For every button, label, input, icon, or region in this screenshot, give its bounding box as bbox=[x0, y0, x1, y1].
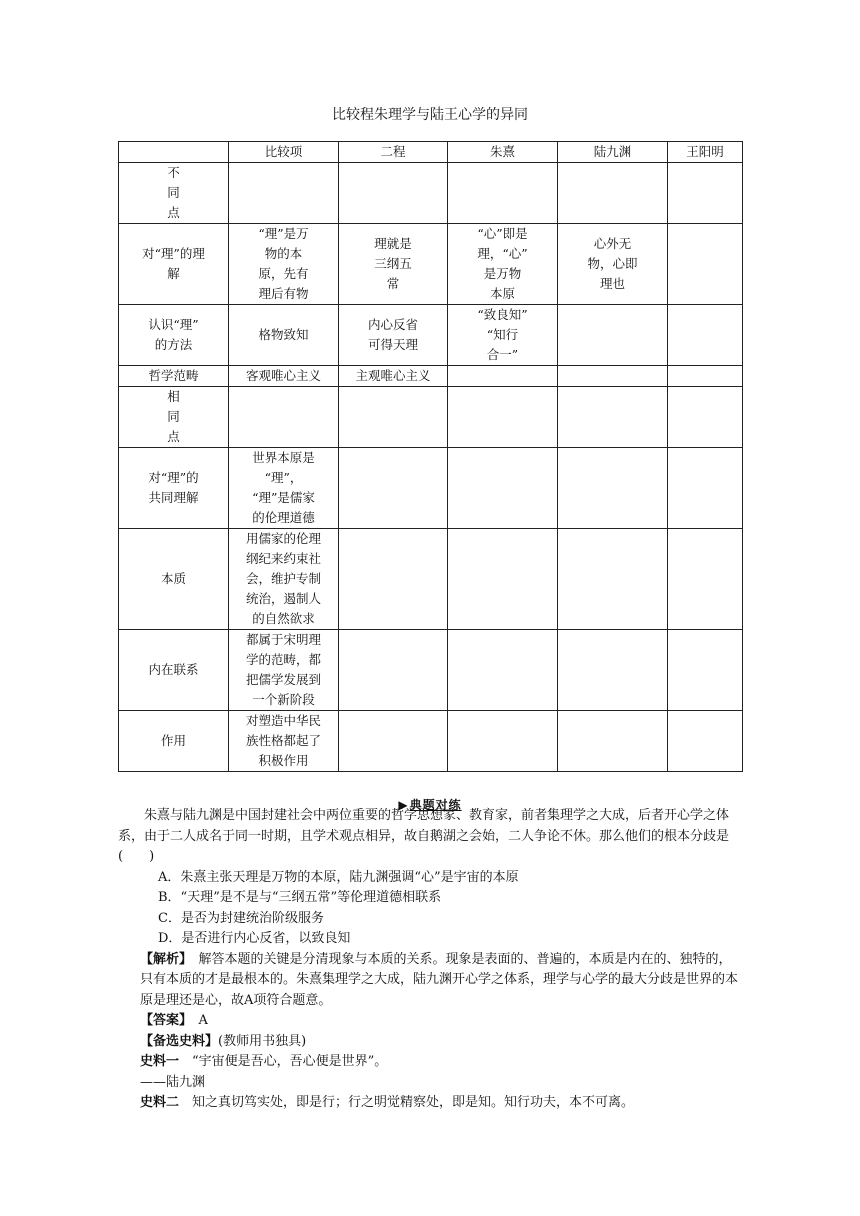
extra-label: 【备选史料】 bbox=[140, 1033, 219, 1049]
table-cell bbox=[558, 387, 668, 448]
page-title: 比较程朱理学与陆王心学的异同 bbox=[332, 107, 528, 123]
analysis-text: 解答本题的关键是分清现象与本质的关系。现象是表面的、普遍的，本质是内在的、独特的，只有本质的才是最根本的。朱熹集理学之大成，陆九渊开心学之体系，理学与心学的最大分歧是世界的本原是理还是心，故A项符合题意。 bbox=[140, 951, 739, 1008]
option-d: D．是否进行内心反省，以致良知 bbox=[158, 931, 351, 946]
source-one-text: “宇宙便是吾心，吾心便是世界”。 bbox=[179, 1054, 388, 1069]
table-header-cell: 比较项 bbox=[229, 142, 339, 163]
table-cell bbox=[558, 711, 668, 772]
option-c: C．是否为封建统治阶级服务 bbox=[158, 910, 324, 926]
table-header-cell: 陆九渊 bbox=[558, 142, 668, 163]
table-cell: 对“理”的 共同理解 bbox=[119, 448, 229, 529]
table-cell bbox=[558, 366, 668, 387]
table-header-cell bbox=[119, 142, 229, 163]
analysis bbox=[118, 950, 742, 1012]
extra-sources bbox=[118, 1032, 742, 1053]
table-cell: 认识“理” 的方法 bbox=[119, 305, 229, 366]
table-cell: 内心反省 可得天理 bbox=[339, 305, 448, 366]
source-two-label: 史料二 bbox=[140, 1095, 180, 1110]
table-cell: 对塑造中华民 族性格都起了 积极作用 bbox=[229, 711, 339, 772]
table-cell: 本质 bbox=[119, 529, 229, 630]
section-heading-text: 典题对练 bbox=[409, 798, 462, 812]
table-row bbox=[119, 305, 743, 366]
table-cell bbox=[448, 366, 558, 387]
table-row bbox=[119, 630, 743, 711]
table-cell: 相 同 点 bbox=[119, 387, 229, 448]
source-one-attribution: ——陆九渊 bbox=[140, 1074, 206, 1090]
table-cell: 格物致知 bbox=[229, 305, 339, 366]
table-row bbox=[119, 448, 743, 529]
table-cell bbox=[448, 529, 558, 630]
table-cell: 不 同 点 bbox=[119, 163, 229, 224]
table-cell bbox=[668, 387, 743, 448]
table-cell bbox=[668, 224, 743, 305]
table-cell: 内在联系 bbox=[119, 630, 229, 711]
table-cell bbox=[668, 448, 743, 529]
answer bbox=[118, 1011, 742, 1032]
table-cell bbox=[668, 529, 743, 630]
table-cell: 主观唯心主义 bbox=[339, 366, 448, 387]
option-a: A．朱熹主张天理是万物的本原，陆九渊强调“心”是宇宙的本原 bbox=[158, 869, 519, 885]
table-header-cell: 王阳明 bbox=[668, 142, 743, 163]
source-two bbox=[118, 1093, 742, 1114]
table-header-row bbox=[119, 142, 743, 163]
analysis-label: 【解析】 bbox=[140, 951, 186, 967]
table-cell bbox=[339, 711, 448, 772]
table-cell: 都属于宋明理 学的范畴，都 把儒学发展到 一个新阶段 bbox=[229, 630, 339, 711]
extra-note: (教师用书独具) bbox=[218, 1033, 307, 1049]
table-cell: 客观唯心主义 bbox=[229, 366, 339, 387]
table-cell: 对“理”的理 解 bbox=[119, 224, 229, 305]
table-cell: 作用 bbox=[119, 711, 229, 772]
table-cell bbox=[668, 711, 743, 772]
table-cell bbox=[448, 163, 558, 224]
table-row bbox=[119, 366, 743, 387]
table-row bbox=[119, 711, 743, 772]
table-cell bbox=[558, 529, 668, 630]
table-row bbox=[119, 387, 743, 448]
table-cell bbox=[448, 448, 558, 529]
table-cell bbox=[668, 305, 743, 366]
table-cell: 心外无 物，心即 理也 bbox=[558, 224, 668, 305]
table-row bbox=[119, 529, 743, 630]
table-cell: 世界本原是 “理”， “理”是儒家 的伦理道德 bbox=[229, 448, 339, 529]
answer-label: 【答案】 bbox=[140, 1013, 186, 1028]
table-cell bbox=[558, 163, 668, 224]
option-b: B．“天理”是不是与“三纲五常”等伦理道德相联系 bbox=[158, 890, 442, 905]
table-header-cell: 朱熹 bbox=[448, 142, 558, 163]
table-cell bbox=[668, 163, 743, 224]
table-header-cell: 二程 bbox=[339, 142, 448, 163]
table-cell bbox=[339, 163, 448, 224]
source-one bbox=[118, 1052, 742, 1073]
table-cell bbox=[448, 711, 558, 772]
table-cell: “心”即是 理，“心” 是万物 本原 bbox=[448, 224, 558, 305]
table-cell bbox=[339, 387, 448, 448]
table-cell bbox=[558, 630, 668, 711]
table-cell bbox=[339, 630, 448, 711]
table-cell bbox=[668, 630, 743, 711]
table-cell bbox=[668, 366, 743, 387]
table-cell bbox=[558, 448, 668, 529]
table-cell: 哲学范畴 bbox=[119, 366, 229, 387]
question-stem: 朱熹与陆九渊是中国封建社会中两位重要的哲学思想家、教育家，前者集理学之大成，后者开心学之体系，由于二人成名于同一时期，且学术观点相异，故自鹅湖之会始，二人争论不休。那么他们的根本分歧是( ) bbox=[118, 808, 730, 864]
table-cell: “理”是万 物的本 原，先有 理后有物 bbox=[229, 224, 339, 305]
comparison-table bbox=[118, 141, 743, 772]
source-one-label: 史料一 bbox=[140, 1054, 180, 1069]
table-cell bbox=[448, 630, 558, 711]
table-row bbox=[119, 163, 743, 224]
table-cell bbox=[339, 448, 448, 529]
table-cell: 理就是 三纲五 常 bbox=[339, 224, 448, 305]
table-row bbox=[119, 224, 743, 305]
question-block bbox=[118, 806, 742, 1114]
table-cell: “致良知” “知行 合一” bbox=[448, 305, 558, 366]
table-cell bbox=[229, 387, 339, 448]
answer-value: A bbox=[185, 1013, 208, 1028]
play-triangle-icon: ▶ bbox=[398, 798, 408, 812]
table-cell bbox=[448, 387, 558, 448]
table-cell: 用儒家的伦理 纲纪来约束社 会，维护专制 统治，遏制人 的自然欲求 bbox=[229, 529, 339, 630]
source-two-text: 知之真切笃实处，即是行；行之明觉精察处，即是知。知行功夫，本不可离。 bbox=[179, 1095, 635, 1110]
table-cell bbox=[229, 163, 339, 224]
table-cell bbox=[339, 529, 448, 630]
table-cell bbox=[558, 305, 668, 366]
